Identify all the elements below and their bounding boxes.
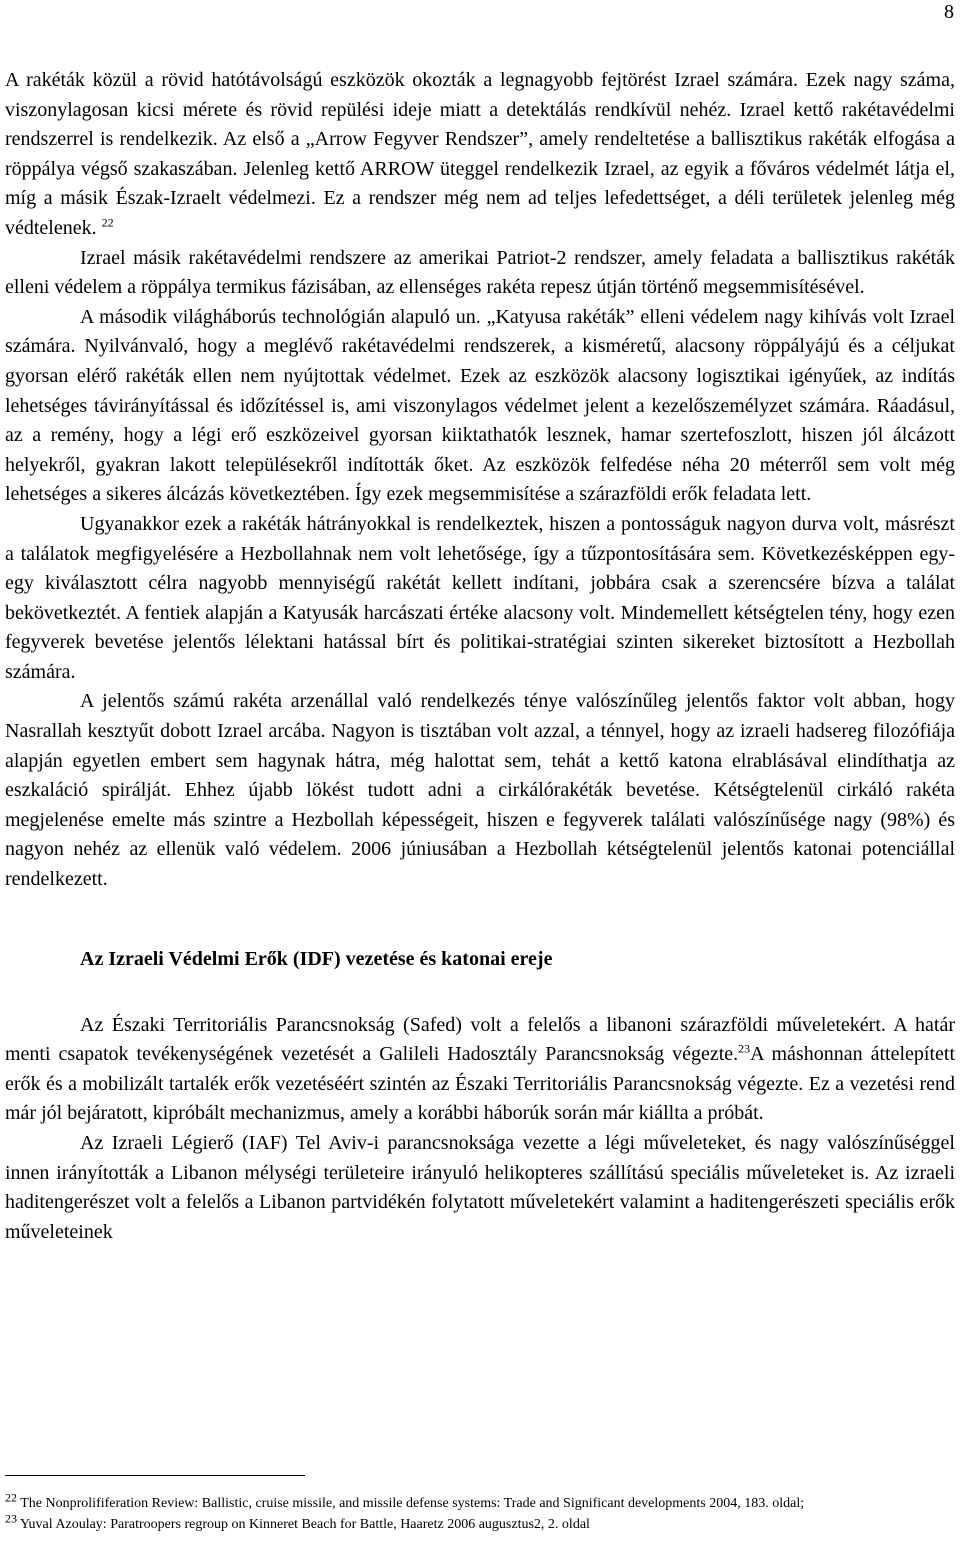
paragraph	[5, 687, 955, 894]
paragraph-text: Izrael másik rakétavédelmi rendszere az amerikai Patriot-2 rendszer, amely feladata a ballisztikus rakéták elleni védelem a röppálya termikus fázisában, az ellenséges rakéta repesz útján történő megsemmisítésével.	[5, 246, 955, 299]
footnote-ref: 23	[738, 1041, 751, 1056]
footnote	[5, 1511, 955, 1534]
paragraph	[5, 244, 955, 303]
footnote-separator	[5, 1475, 305, 1476]
section-heading: Az Izraeli Védelmi Erők (IDF) vezetése és katonai ereje	[80, 947, 553, 970]
paragraph	[5, 1011, 955, 1129]
paragraph	[5, 510, 955, 688]
document-body	[5, 66, 955, 1247]
footnote-text: The Nonprolififeration Review: Ballistic, cruise missile, and missile defense systems: Trade and Significant developments 2004, 183. oldal;	[20, 1496, 805, 1511]
paragraph	[5, 303, 955, 510]
footnote-ref: 22	[101, 215, 114, 230]
paragraph-text: Ugyanakkor ezek a rakéták hátrányokkal is rendelkeztek, hiszen a pontosságuk nagyon durva volt, másrészt a találatok megfigyelésére a Hezbollahnak nem volt lehetősége, így a tűzpontosítására sem. Következésképpen egy-egy kiválasztott célra nagyobb mennyiségű rakétát kellett indítani, jobbára csak a szerencsére bízva a találat bekövetkeztét. A fentiek alapján a Katyusák harcászati értéke alacsony volt. Mindemellett kétségtelen tény, hogy ezen fegyverek bevetése jelentős lélektani hatással bírt és politikai-stratégiai szinten sikereket biztosított a Hezbollah számára.	[5, 512, 955, 683]
paragraph-text: A rakéták közül a rövid hatótávolságú eszközök okozták a legnagyobb fejtörést Izrael számára. Ezek nagy száma, viszonylagosan kicsi mérete és rövid repülési ideje miatt a detektálás rendkívül nehéz. Izrael kettő rakétavédelmi rendszerrel is rendelkezik. Az első a „Arrow Fegyver Rendszer”, amely rendeltetése a ballisztikus rakéták elfogása a röppálya végső szakaszában. Jelenleg kettő ARROW üteggel rendelkezik Izrael, az egyik a főváros védelmét látja el, míg a másik Észak-Izraelt védelmezi. Ez a rendszer még nem ad teljes lefedettséget, a déli területek jelenleg még védtelenek.	[5, 69, 955, 239]
paragraph	[5, 66, 955, 244]
footnote	[5, 1490, 955, 1513]
paragraph-text: A máshonnan áttelepített erők és a mobilizált tartalék erők vezetéséért szintén az Északi Territoriális Parancsnokság végezte. Ez a vezetési rend már jól bejáratott, kipróbált mechanizmus, amely a korábbi háborúk során már kiállta a próbát.	[5, 1043, 955, 1125]
footnote-text: Yuval Azoulay: Paratroopers regroup on Kinneret Beach for Battle, Haaretz 2006 augusztus2, 2. oldal	[19, 1517, 590, 1532]
paragraph-text: Az Északi Territoriális Parancsnokság (Safed) volt a felelős a libanoni szárazföldi műveletekért. A határ menti csapatok tevékenységének vezetését a Galileli Hadosztály Parancsnokság végezte.	[5, 1013, 955, 1066]
paragraph-text: A jelentős számú rakéta arzenállal való rendelkezés ténye valószínűleg jelentős faktor volt abban, hogy Nasrallah kesztyűt dobott Izrael arcába. Nagyon is tisztában volt azzal, a ténnyel, hogy az izraeli hadsereg filozófiája alapján egyetlen embert sem hagynak hátra, még halottat sem, tehát a kettő katona elrablásával elindíthatja az eszkaláció spirálját. Ehhez újabb lökést tudott adni a cirkálórakéták bevetése. Kétségtelenül cirkáló rakéta megjelenése emelte más szintre a Hezbollah képességeit, hiszen e fegyverek találati valószínűsége nagy (98%) és nagyon nehéz az ellenük való védelem. 2006 júniusában a Hezbollah kétségtelenül jelentős katonai potenciállal rendelkezett.	[5, 690, 955, 891]
footnote-number: 22	[5, 1490, 17, 1505]
paragraph	[5, 1129, 955, 1247]
footnote-number: 23	[5, 1511, 17, 1526]
page-number: 8	[944, 1, 954, 23]
paragraph-text: A második világháborús technológián alapuló un. „Katyusa rakéták” elleni védelem nagy kihívás volt Izrael számára. Nyilvánvaló, hogy a meglévő rakétavédelmi rendszerek, a kisméretű, alacsony röppályájú és a céljukat gyorsan elérő rakéták ellen nem nyújtottak védelmet. Ezek az eszközök alacsony logisztikai igényűek, az indítás lehetséges távirányítással és időzítéssel is, ami viszonylagos védelmet jelent a kezelőszemélyzet számára. Ráadásul, az a remény, hogy a légi erő eszközeivel gyorsan kiiktathatók lesznek, hamar szertefoszlott, hiszen jól álcázott helyekről, gyakran lakott településekről indították őket. Az eszközök felfedése néha 20 méterről sem volt még lehetséges a sikeres álcázás következtében. Így ezek megsemmisítése a szárazföldi erők feladata lett.	[5, 305, 955, 506]
footnotes	[5, 1490, 955, 1536]
paragraph-text: Az Izraeli Légierő (IAF) Tel Aviv-i parancsnoksága vezette a légi műveleteket, és nagy valószínűséggel innen irányították a Libanon mélységi területeire irányuló helikopteres szállítású speciális műveleteket is. Az izraeli haditengerészet volt a felelős a Libanon partvidékén folytatott műveletekért valamint a haditengerészeti speciális erők műveleteinek	[5, 1132, 955, 1243]
